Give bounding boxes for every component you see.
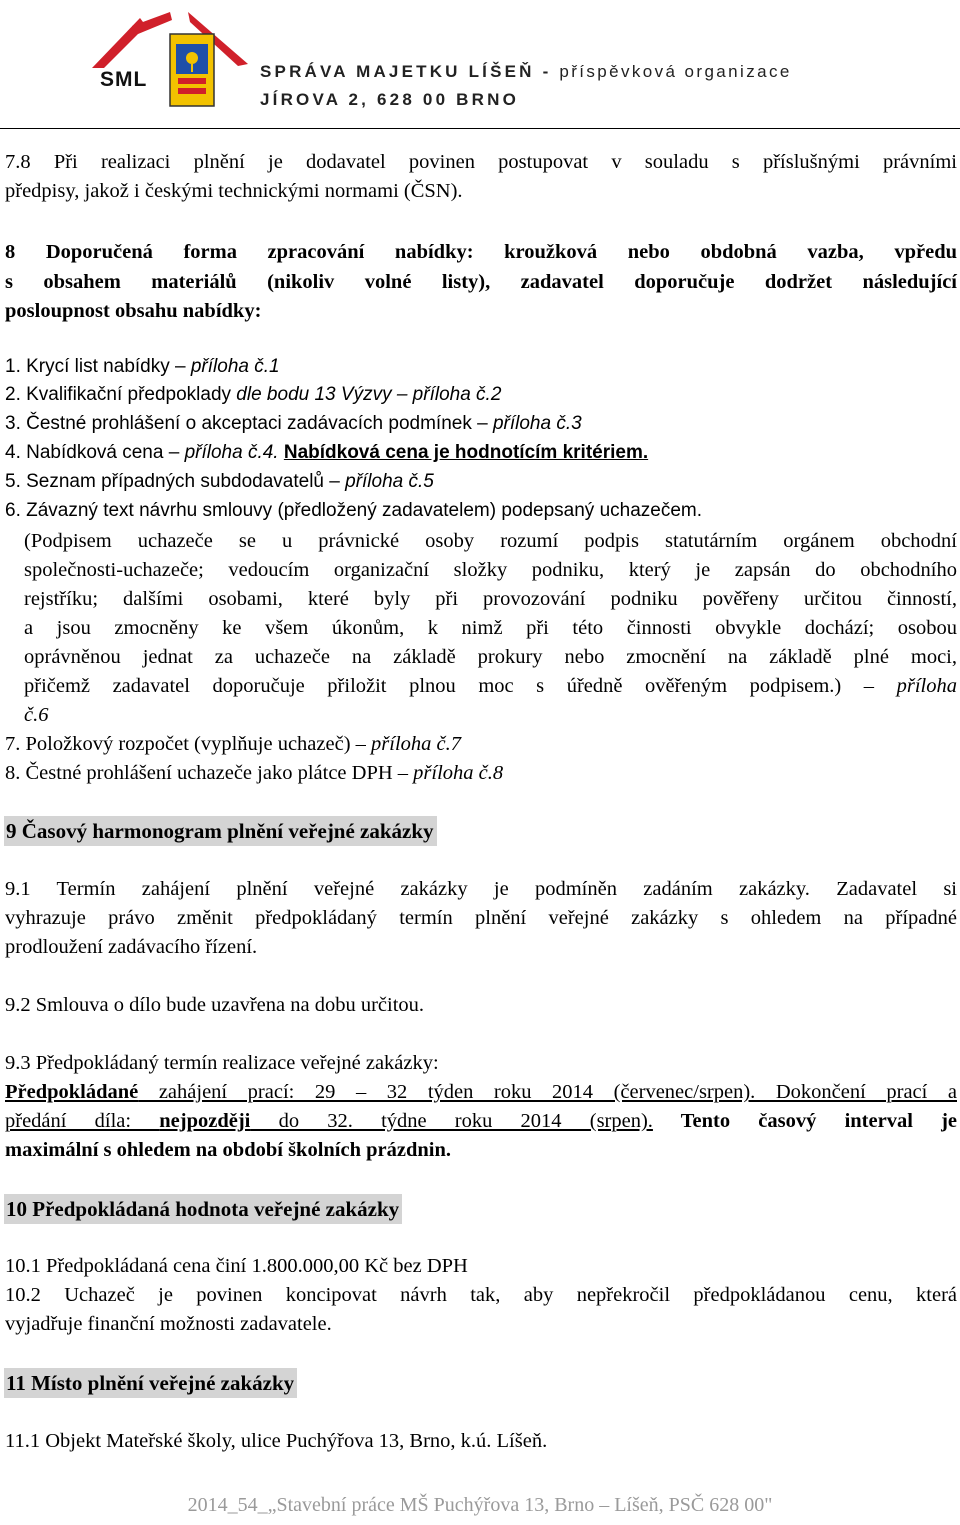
org-address: JÍROVA 2, 628 00 BRNO — [260, 90, 519, 109]
section-9-heading: 9 Časový harmonogram plnění veřejné zakázky — [4, 816, 437, 846]
org-name-line: SPRÁVA MAJETKU LÍŠEŇ - příspěvková organizace — [260, 62, 792, 81]
paragraph-10-1: 10.1 Předpokládaná cena činí 1.800.000,00 Kč bez DPH — [5, 1255, 468, 1277]
list-item-8: 8. Čestné prohlášení uchazeče jako plátce DPH – příloha č.8 — [5, 762, 504, 784]
list-item-6-note-line-1: (Podpisem uchazeče se u právnické osoby rozumí podpis statutárním orgánem obchodní — [24, 530, 957, 552]
list-item-1: 1. Krycí list nabídky – příloha č.1 — [5, 356, 280, 377]
paragraph-10-2-line-2: vyjadřuje finanční možnosti zadavatele. — [5, 1313, 332, 1335]
header-divider — [0, 128, 960, 129]
list-item-7: 7. Položkový rozpočet (vyplňuje uchazeč) – příloha č.7 — [5, 733, 461, 755]
evaluation-criterion-note: Nabídková cena je hodnotícím kritériem. — [283, 442, 649, 463]
municipal-logo-icon — [92, 4, 252, 122]
page-footer: 2014_54_„Stavební práce MŠ Puchýřova 13, Brno – Líšeň, PSČ 628 00" — [187, 1494, 773, 1516]
letterhead — [0, 0, 960, 128]
section-8-line-3: posloupnost obsahu nabídky: — [5, 300, 262, 322]
paragraph-9-2: 9.2 Smlouva o dílo bude uzavřena na dobu určitou. — [5, 994, 425, 1016]
list-item-6-note-line-2: společnosti-uchazeče; vedoucím organizační složky podniku, který je zapsán do obchodního — [24, 559, 957, 581]
list-item-6-note-line-4: a jsou zmocněny ke všem úkonům, k nimž při této činnosti obvykle dochází; osobou — [24, 617, 957, 639]
paragraph-9-1-line-2: vyhrazuje právo změnit předpokládaný termín plnění veřejné zakázky s ohledem na případné — [5, 907, 957, 929]
list-item-5: 5. Seznam případných subdodavatelů – příloha č.5 — [5, 471, 434, 492]
list-item-6-note-line-5: oprávněnou jednat za uchazeče na základě prokury nebo zmocnění na základě plné moci, — [24, 646, 957, 668]
org-type: příspěvková organizace — [559, 62, 792, 81]
section-8-line-2: s obsahem materiálů (nikoliv volné listy), zadavatel doporučuje dodržet následující — [5, 271, 957, 293]
logo-text: SML — [100, 68, 148, 91]
list-item-3: 3. Čestné prohlášení o akceptaci zadávacích podmínek – příloha č.3 — [5, 413, 582, 434]
paragraph-7-8-line-2: předpisy, jakož i českými technickými normami (ČSN). — [5, 180, 463, 202]
paragraph-9-3-line-4: maximální s ohledem na období školních prázdnin. — [5, 1139, 451, 1161]
paragraph-11-1: 11.1 Objekt Mateřské školy, ulice Puchýřova 13, Brno, k.ú. Líšeň. — [5, 1430, 548, 1452]
paragraph-9-1-line-3: prodloužení zadávacího řízení. — [5, 936, 258, 958]
paragraph-10-2-line-1: 10.2 Uchazeč je povinen koncipovat návrh tak, aby nepřekročil předpokládanou cenu, která — [5, 1284, 957, 1306]
list-item-6-note-line-3: rejstříku; dalšími osobami, které byly při provozování podniku pověřeny určitou činností, — [24, 588, 957, 610]
list-item-6-note-line-7: č.6 — [24, 704, 49, 726]
section-10-heading: 10 Předpokládaná hodnota veřejné zakázky — [4, 1194, 402, 1224]
paragraph-7-8-line-1: 7.8 Při realizaci plnění je dodavatel povinen postupovat v souladu s příslušnými právními — [5, 151, 957, 173]
list-item-2: 2. Kvalifikační předpoklady dle bodu 13 Výzvy – příloha č.2 — [5, 384, 502, 405]
list-item-6-note-line-6: přičemž zadavatel doporučuje přiložit plnou moc s úředně ověřeným podpisem.) – příloha — [24, 675, 957, 697]
paragraph-9-3-line-3: předání díla: nejpozději do 32. týdne roku 2014 (srpen). Tento časový interval je — [5, 1110, 957, 1132]
paragraph-9-1-line-1: 9.1 Termín zahájení plnění veřejné zakázky je podmíněn zadáním zakázky. Zadavatel si — [5, 878, 957, 900]
list-item-4: 4. Nabídková cena – příloha č.4. Nabídková cena je hodnotícím kritériem. — [5, 442, 649, 463]
org-name: SPRÁVA MAJETKU LÍŠEŇ — [260, 62, 535, 81]
section-8-line-1: 8 Doporučená forma zpracování nabídky: kroužková nebo obdobná vazba, vpředu — [5, 241, 957, 263]
paragraph-9-3-line-2: Předpokládané zahájení prací: 29 – 32 týden roku 2014 (červenec/srpen). Dokončení prací a — [5, 1081, 957, 1103]
list-item-6: 6. Závazný text návrhu smlouvy (předložený zadavatelem) podepsaný uchazečem. — [5, 500, 703, 521]
paragraph-9-3-line-1: 9.3 Předpokládaný termín realizace veřejné zakázky: — [5, 1052, 439, 1074]
section-11-heading: 11 Místo plnění veřejné zakázky — [4, 1368, 297, 1398]
